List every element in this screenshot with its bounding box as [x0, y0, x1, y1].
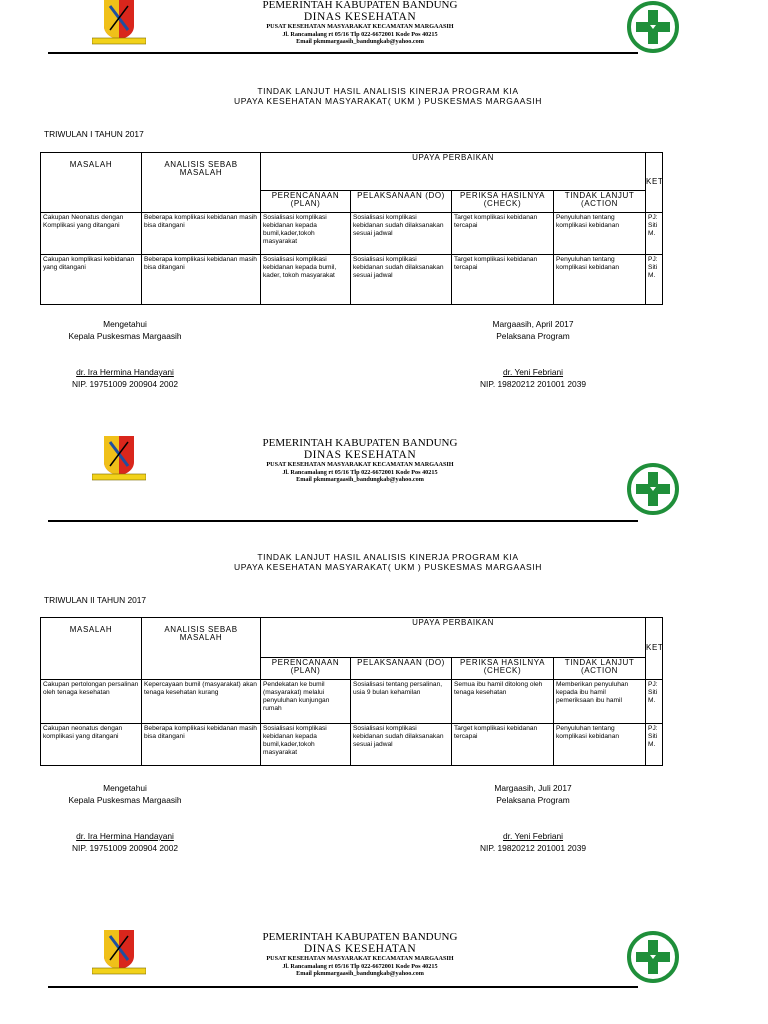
signature-right-line2: Pelaksana Program — [496, 331, 570, 341]
signature-right-nip: NIP. 19820212 201001 2039 — [479, 379, 587, 389]
cell-ket: PJ: Siti M. — [646, 724, 663, 766]
period-label: TRIWULAN I TAHUN 2017 — [44, 129, 144, 139]
signature-block-left — [40, 318, 210, 390]
puskesmas-green-cross-icon — [626, 462, 680, 516]
cell-analisis: Beberapa komplikasi kebidanan masih bisa ditangani — [142, 724, 261, 766]
cell-action: Penyuluhan tentang komplikasi kebidanan — [554, 255, 646, 305]
header-ket: KET — [646, 153, 663, 213]
puskesmas-green-cross-icon — [626, 0, 680, 54]
cell-check: Target komplikasi kebidanan tercapai — [452, 213, 554, 255]
letterhead-government: PEMERINTAH KABUPATEN BANDUNG — [262, 0, 458, 11]
letterhead-address: Jl. Rancamalang rt 05/16 Tlp 022-6672001 Kode Pos 40215 — [282, 468, 438, 476]
letterhead-department: DINAS KESEHATAN — [303, 11, 417, 23]
cell-action: Memberikan penyuluhan kepada ibu hamil pemeriksaan ibu hamil — [554, 680, 646, 724]
cell-action: Penyuluhan tentang komplikasi kebidanan — [554, 724, 646, 766]
signature-right-line1: Margaasih, Juli 2017 — [494, 783, 572, 793]
signature-left-name: dr. Ira Hermina Handayani — [76, 831, 174, 841]
cell-masalah: Cakupan neonatus dengan komplikasi yang ditangani — [41, 724, 142, 766]
report-title-line1: TINDAK LANJUT HASIL ANALISIS KINERJA PROGRAM KIA — [257, 552, 519, 562]
cell-masalah: Cakupan Neonatus dengan Komplikasi yang ditangani — [41, 213, 142, 255]
cell-analisis: Beberapa komplikasi kebidanan masih bisa ditangani — [142, 255, 261, 305]
cell-ket: PJ: Siti M. — [646, 213, 663, 255]
bandung-regency-crest-icon — [92, 436, 146, 482]
bandung-regency-crest-icon — [92, 930, 146, 976]
report-title — [0, 552, 768, 572]
cell-check: Target komplikasi kebidanan tercapai — [452, 255, 554, 305]
letterhead-address: Jl. Rancamalang rt 05/16 Tlp 022-6672001 Kode Pos 40215 — [282, 30, 438, 38]
cell-plan: Sosialisasi komplikasi kebidanan kepada bumil,kader,tokoh masyarakat — [261, 213, 351, 255]
cell-analisis: Beberapa komplikasi kebidanan masih bisa ditangani — [142, 213, 261, 255]
header-action: TINDAK LANJUT (ACTION — [554, 658, 646, 680]
cell-do: Sosialisasi komplikasi kebidanan sudah dilaksanakan sesuai jadwal — [351, 724, 452, 766]
letterhead-email: Email pkmmargaasih_bandungkab@yahoo.com — [296, 476, 424, 484]
letterhead-email: Email pkmmargaasih_bandungkab@yahoo.com — [296, 970, 424, 978]
report-title — [0, 86, 768, 106]
letterhead — [0, 436, 768, 506]
signature-left-nip: NIP. 19751009 200904 2002 — [71, 379, 179, 389]
letterhead-institution: PUSAT KESEHATAN MASYARAKAT KECAMATAN MARGAASIH — [266, 955, 454, 962]
period-label: TRIWULAN II TAHUN 2017 — [44, 595, 147, 605]
header-masalah: MASALAH — [41, 618, 142, 680]
signature-block-right — [450, 318, 616, 390]
header-upaya: UPAYA PERBAIKAN — [261, 153, 646, 191]
signature-left-name: dr. Ira Hermina Handayani — [76, 367, 174, 377]
letterhead-rule — [48, 520, 638, 522]
report-table — [40, 617, 663, 766]
report-title-line2: UPAYA KESEHATAN MASYARAKAT( UKM ) PUSKESMAS MARGAASIH — [234, 96, 542, 106]
header-masalah: MASALAH — [41, 153, 142, 213]
cell-ket: PJ: Siti M. — [646, 680, 663, 724]
letterhead-department: DINAS KESEHATAN — [303, 449, 417, 461]
report-title-line2: UPAYA KESEHATAN MASYARAKAT( UKM ) PUSKESMAS MARGAASIH — [234, 562, 542, 572]
letterhead-government: PEMERINTAH KABUPATEN BANDUNG — [262, 437, 458, 449]
signature-left-line2: Kepala Puskesmas Margaasih — [68, 795, 182, 805]
signature-right-line2: Pelaksana Program — [496, 795, 570, 805]
cell-do: Sosialisasi tentang persalinan, usia 9 bulan kehamilan — [351, 680, 452, 724]
signature-left-line1: Mengetahui — [103, 783, 147, 793]
cell-plan: Sosialisasi komplikasi kebidanan kepada bumil, kader, tokoh masyarakat — [261, 255, 351, 305]
cell-masalah: Cakupan pertolongan persalinan oleh tenaga kesehatan — [41, 680, 142, 724]
table-row — [41, 680, 663, 724]
cell-plan: Pendekatan ke bumil (masyarakat) melalui penyuluhan kunjungan rumah — [261, 680, 351, 724]
signature-right-nip: NIP. 19820212 201001 2039 — [479, 843, 587, 853]
header-check: PERIKSA HASILNYA (CHECK) — [452, 658, 554, 680]
letterhead-rule — [48, 986, 638, 988]
report-title-line1: TINDAK LANJUT HASIL ANALISIS KINERJA PROGRAM KIA — [257, 86, 519, 96]
header-plan: PERENCANAAN (PLAN) — [261, 658, 351, 680]
cell-check: Semua ibu hamil ditolong oleh tenaga kesehatan — [452, 680, 554, 724]
letterhead — [0, 930, 768, 1000]
header-analisis: ANALISIS SEBAB MASALAH — [142, 153, 261, 213]
letterhead-institution: PUSAT KESEHATAN MASYARAKAT KECAMATAN MARGAASIH — [266, 461, 454, 468]
header-do: PELAKSANAAN (DO) — [351, 191, 452, 213]
header-check: PERIKSA HASILNYA (CHECK) — [452, 191, 554, 213]
signature-block-left — [40, 782, 210, 854]
cell-ket: PJ: Siti M. — [646, 255, 663, 305]
puskesmas-green-cross-icon — [626, 930, 680, 984]
header-analisis: ANALISIS SEBAB MASALAH — [142, 618, 261, 680]
signature-right-name: dr. Yeni Febriani — [502, 367, 564, 377]
cell-check: Target komplikasi kebidanan tercapai — [452, 724, 554, 766]
table-row — [41, 213, 663, 255]
cell-action: Penyuluhan tentang komplikasi kebidanan — [554, 213, 646, 255]
signature-left-line2: Kepala Puskesmas Margaasih — [68, 331, 182, 341]
signature-right-name: dr. Yeni Febriani — [502, 831, 564, 841]
letterhead-address: Jl. Rancamalang rt 05/16 Tlp 022-6672001 Kode Pos 40215 — [282, 962, 438, 970]
header-plan: PERENCANAAN (PLAN) — [261, 191, 351, 213]
header-action: TINDAK LANJUT (ACTION — [554, 191, 646, 213]
letterhead-email: Email pkmmargaasih_bandungkab@yahoo.com — [296, 38, 424, 46]
header-do: PELAKSANAAN (DO) — [351, 658, 452, 680]
letterhead-rule — [48, 52, 638, 54]
signature-right-line1: Margaasih, April 2017 — [492, 319, 574, 329]
cell-do: Sosialisasi komplikasi kebidanan sudah dilaksanakan sesuai jadwal — [351, 213, 452, 255]
table-row — [41, 255, 663, 305]
bandung-regency-crest-icon — [92, 0, 146, 46]
letterhead-government: PEMERINTAH KABUPATEN BANDUNG — [262, 931, 458, 943]
signature-block-right — [450, 782, 616, 854]
table-row — [41, 724, 663, 766]
cell-do: Sosialisasi komplikasi kebidanan sudah dilaksanakan sesuai jadwal — [351, 255, 452, 305]
header-upaya: UPAYA PERBAIKAN — [261, 618, 646, 658]
cell-analisis: Kepercayaan bumil (masyarakat) akan tenaga kesehatan kurang — [142, 680, 261, 724]
cell-plan: Sosialisasi komplikasi kebidanan kepada bumil,kader,tokoh masyarakat — [261, 724, 351, 766]
header-ket: KET — [646, 618, 663, 680]
letterhead-institution: PUSAT KESEHATAN MASYARAKAT KECAMATAN MARGAASIH — [266, 23, 454, 30]
signature-left-line1: Mengetahui — [103, 319, 147, 329]
letterhead — [0, 0, 768, 70]
letterhead-department: DINAS KESEHATAN — [303, 943, 417, 955]
signature-left-nip: NIP. 19751009 200904 2002 — [71, 843, 179, 853]
cell-masalah: Cakupan komplikasi kebidanan yang ditangani — [41, 255, 142, 305]
report-table — [40, 152, 663, 305]
